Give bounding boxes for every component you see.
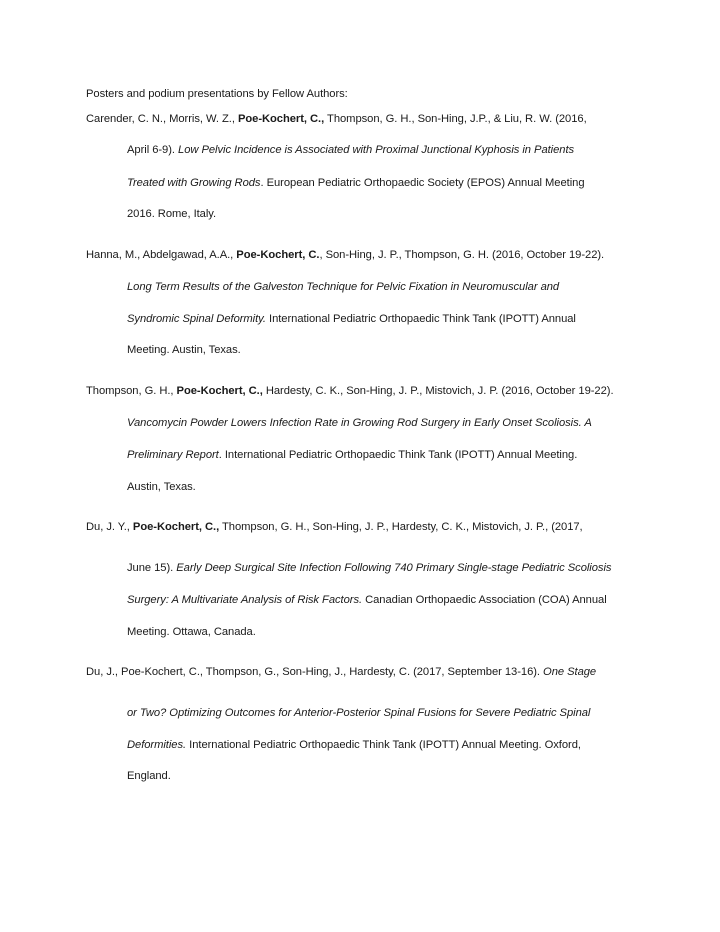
citation-2-title-cont: Syndromic Spinal Deformity. <box>127 313 266 325</box>
citation-5-title-cont: Deformities. <box>127 739 187 751</box>
citation-2-line-4: Meeting. Austin, Texas. <box>127 344 241 356</box>
citation-1-line-3 <box>127 175 585 191</box>
citation-5-authors: Du, J., Poe-Kochert, C., Thompson, G., Son-Hing, J., Hardesty, C. (2017, September 13-16). <box>86 666 544 678</box>
citation-2-authors-rest: , Son-Hing, J. P., Thompson, G. H. (2016, October 19-22). <box>319 249 605 261</box>
citation-3-title: Vancomycin Powder Lowers Infection Rate in Growing Rod Surgery in Early Onset Scoliosis. A <box>127 417 592 429</box>
citation-4-date: June 15). <box>127 562 177 574</box>
citation-3-authors-rest: Hardesty, C. K., Son-Hing, J. P., Mistovich, J. P. (2016, October 19-22). <box>262 385 614 397</box>
citation-4-title-cont: Surgery: A Multivariate Analysis of Risk Factors. <box>127 594 363 606</box>
citation-2-authors: Hanna, M., Abdelgawad, A.A., <box>86 249 237 261</box>
citation-1-line-2 <box>127 142 574 158</box>
citation-1-title: Low Pelvic Incidence is Associated with Proximal Junctional Kyphosis in Patients <box>178 144 575 156</box>
citation-1-authors: Carender, C. N., Morris, W. Z., <box>86 113 238 125</box>
citation-1-venue: . European Pediatric Orthopaedic Society (EPOS) Annual Meeting <box>260 177 585 189</box>
section-heading: Posters and podium presentations by Fellow Authors: <box>86 88 348 100</box>
citation-5-line-3 <box>127 737 581 753</box>
citation-5-title: or Two? Optimizing Outcomes for Anterior-Posterior Spinal Fusions for Severe Pediatric Spinal <box>127 707 591 719</box>
citation-5-line-4: England. <box>127 770 171 782</box>
citation-4-line-4: Meeting. Ottawa, Canada. <box>127 626 256 638</box>
citation-4-authors-rest: Thompson, G. H., Son-Hing, J. P., Hardesty, C. K., Mistovich, J. P., (2017, <box>219 521 583 533</box>
citation-4-title: Early Deep Surgical Site Infection Following 740 Primary Single-stage Pediatric Scoliosis <box>176 562 612 574</box>
citation-3-line-2 <box>127 415 592 431</box>
citation-1-line-1 <box>86 111 587 127</box>
citation-2-title: Long Term Results of the Galveston Technique for Pelvic Fixation in Neuromuscular and <box>127 281 560 293</box>
citation-5-title-start: One Stage <box>543 666 597 678</box>
citation-3-line-3 <box>127 447 577 463</box>
citation-1-date: April 6-9). <box>127 144 179 156</box>
citation-2-venue: International Pediatric Orthopaedic Think Tank (IPOTT) Annual <box>265 313 576 325</box>
citation-5-line-1 <box>86 664 596 680</box>
citation-4-venue: Canadian Orthopaedic Association (COA) Annual <box>362 594 607 606</box>
citation-4-authors: Du, J. Y., <box>86 521 133 533</box>
citation-4-line-2 <box>127 560 611 576</box>
citation-4-bold-author: Poe-Kochert, C., <box>132 521 220 533</box>
citation-1-bold-author: Poe-Kochert, C., <box>237 113 325 125</box>
citation-2-line-2 <box>127 279 559 295</box>
citation-1-authors-rest: Thompson, G. H., Son-Hing, J.P., & Liu, R. W. (2016, <box>324 113 587 125</box>
citation-3-line-4: Austin, Texas. <box>127 481 196 493</box>
citation-4-line-1 <box>86 519 583 535</box>
citation-5-venue: International Pediatric Orthopaedic Think Tank (IPOTT) Annual Meeting. Oxford, <box>186 739 581 751</box>
citation-2-line-1 <box>86 247 604 263</box>
citation-3-venue: . International Pediatric Orthopaedic Think Tank (IPOTT) Annual Meeting. <box>218 449 578 461</box>
citation-2-bold-author: Poe-Kochert, C. <box>236 249 320 261</box>
citation-2-line-3 <box>127 311 576 327</box>
citation-3-line-1 <box>86 383 614 399</box>
citation-1-line-4: 2016. Rome, Italy. <box>127 208 217 220</box>
citation-4-line-3 <box>127 592 607 608</box>
citation-3-title-cont: Preliminary Report <box>127 449 219 461</box>
citation-3-authors: Thompson, G. H., <box>86 385 177 397</box>
citation-5-line-2 <box>127 705 590 721</box>
citation-1-title-cont: Treated with Growing Rods <box>127 177 261 189</box>
citation-3-bold-author: Poe-Kochert, C., <box>176 385 263 397</box>
